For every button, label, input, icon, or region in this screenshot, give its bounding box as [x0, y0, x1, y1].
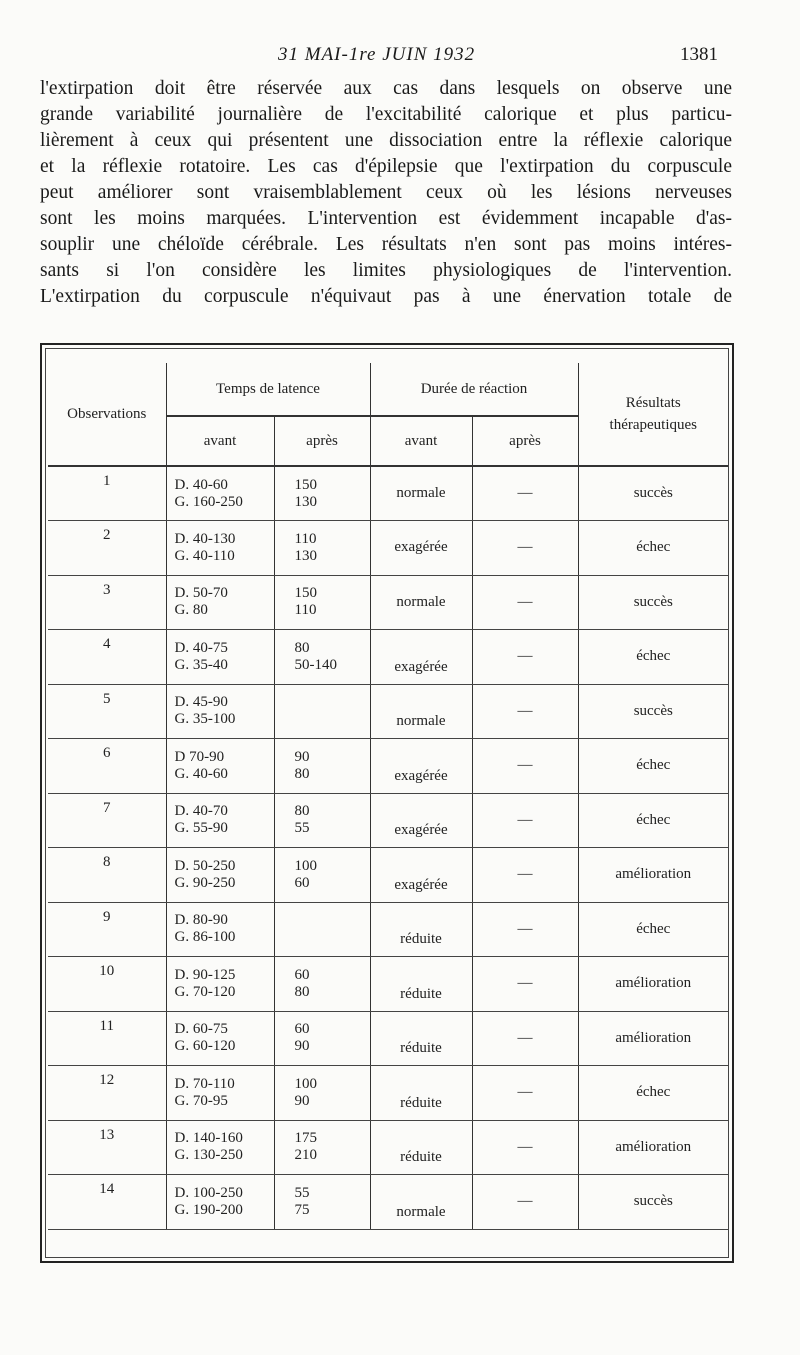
latence-avant-droite: D. 40-60 [174, 476, 228, 493]
observation-number-text: 1 [103, 473, 111, 489]
latence-avant-gauche: G. 86-100 [174, 929, 236, 946]
resultat-text: amélioration [615, 1138, 692, 1155]
resultat-cell [578, 1175, 728, 1230]
observation-number [48, 521, 166, 576]
latence-avant-droite: D. 40-70 [174, 803, 228, 820]
latence-avant-cell [166, 902, 274, 957]
latence-avant-gauche: G. 80 [174, 602, 208, 619]
duree-avant-cell [370, 1175, 472, 1230]
paragraph-line: lièrement à ceux qui présentent une dissociation entre la réflexie calorique [40, 130, 732, 151]
duree-apres-cell [472, 793, 578, 848]
resultat-cell [578, 630, 728, 685]
duree-apres-dash: — [517, 485, 533, 501]
duree-avant-cell [370, 793, 472, 848]
latence-apres-2: 60 [294, 874, 310, 891]
resultat-text: amélioration [615, 1029, 692, 1046]
duree-apres-cell [472, 1120, 578, 1175]
duree-avant-text: exagérée [394, 539, 448, 556]
resultat-cell [578, 739, 728, 794]
paragraph-line: et la réflexie rotatoire. Les cas d'épilepsie que l'extirpation du corpuscule [40, 156, 732, 177]
duree-avant-cell [370, 739, 472, 794]
resultat-cell [578, 684, 728, 739]
table-row [48, 684, 728, 739]
observation-number [48, 793, 166, 848]
observation-number [48, 466, 166, 521]
latence-avant-droite: D. 50-250 [174, 857, 236, 874]
latence-avant-droite: D. 100-250 [174, 1184, 243, 1201]
header-latence-avant: avant [166, 416, 274, 466]
header-temps-latence: Temps de latence [166, 363, 370, 416]
latence-avant-cell [166, 739, 274, 794]
paragraph-line: sants si l'on considère les limites physiologiques de l'intervention. [40, 260, 732, 281]
latence-avant-gauche: G. 190-200 [174, 1201, 243, 1218]
resultat-text: amélioration [615, 866, 692, 883]
duree-avant-cell [370, 575, 472, 630]
duree-apres-dash: — [517, 811, 533, 828]
table-row [48, 848, 728, 903]
latence-avant-droite: D. 40-130 [174, 530, 236, 547]
resultat-cell [578, 902, 728, 957]
latence-apres-2: 50-140 [294, 656, 337, 673]
observation-number-text: 7 [103, 799, 111, 816]
latence-avant-gauche: G. 60-120 [174, 1038, 236, 1055]
latence-avant-cell [166, 684, 274, 739]
latence-apres-2: 90 [294, 1038, 310, 1055]
observation-number-text: 12 [99, 1072, 115, 1088]
duree-apres-dash: — [517, 1138, 533, 1155]
resultat-text: échec [636, 757, 671, 774]
duree-avant-text: normale [396, 593, 446, 610]
duree-apres-dash: — [517, 1029, 533, 1046]
resultat-text: succès [633, 485, 673, 501]
paragraph-line: l'extirpation doit être réservée aux cas dans lesquels on observe une [40, 78, 732, 99]
latence-avant-cell [166, 957, 274, 1012]
duree-apres-dash: — [517, 757, 533, 774]
latence-apres-cell [274, 902, 370, 957]
duree-apres-dash: — [517, 539, 533, 556]
resultat-cell [578, 1066, 728, 1121]
duree-apres-dash: — [517, 1084, 533, 1101]
latence-avant-cell [166, 848, 274, 903]
duree-apres-cell [472, 684, 578, 739]
latence-avant-gauche: G. 70-95 [174, 1092, 228, 1109]
duree-avant-text: réduite [400, 1040, 442, 1056]
paragraph-line: grande variabilité journalière de l'excitabilité calorique et plus particu- [40, 104, 732, 125]
duree-avant-text: normale [396, 713, 446, 729]
latence-avant-droite: D. 40-75 [174, 639, 228, 656]
header-resultats: Résultats thérapeutiques [578, 363, 728, 466]
results-table [48, 363, 728, 1230]
resultat-text: succès [633, 1193, 673, 1210]
latence-avant-cell [166, 630, 274, 685]
resultat-text: amélioration [615, 975, 692, 992]
observation-number [48, 1011, 166, 1066]
latence-apres-cell [274, 466, 370, 521]
paragraph-line: peut améliorer sont vraisemblablement ceux où les lésions nerveuses [40, 182, 732, 203]
latence-apres-cell [274, 1120, 370, 1175]
latence-avant-cell [166, 466, 274, 521]
observation-number-text: 2 [103, 527, 111, 543]
duree-apres-cell [472, 630, 578, 685]
resultat-cell [578, 1120, 728, 1175]
resultat-cell [578, 957, 728, 1012]
latence-avant-cell [166, 1120, 274, 1175]
latence-apres-cell [274, 1011, 370, 1066]
duree-apres-cell [472, 466, 578, 521]
observation-number-text: 8 [103, 854, 111, 870]
latence-avant-gauche: G. 55-90 [174, 820, 228, 837]
duree-apres-cell [472, 848, 578, 903]
duree-apres-dash: — [517, 1193, 533, 1210]
latence-avant-cell [166, 793, 274, 848]
latence-apres-cell [274, 793, 370, 848]
observation-number-text: 11 [99, 1017, 114, 1034]
latence-apres-2: 130 [294, 493, 317, 510]
resultat-text: échec [636, 1084, 671, 1101]
observation-number-text: 6 [103, 745, 111, 761]
latence-avant-droite: D. 140-160 [174, 1130, 243, 1147]
duree-avant-cell [370, 684, 472, 739]
latence-apres-cell [274, 1066, 370, 1121]
latence-apres-2: 130 [294, 547, 317, 564]
latence-apres-1: 175 [294, 1130, 317, 1147]
observation-number [48, 1175, 166, 1230]
resultat-text: échec [636, 920, 671, 937]
latence-apres-cell [274, 684, 370, 739]
duree-apres-dash: — [517, 866, 533, 883]
observation-number [48, 1066, 166, 1121]
duree-apres-cell [472, 1011, 578, 1066]
latence-avant-droite: D. 45-90 [174, 694, 228, 711]
duree-avant-text: exagérée [394, 822, 448, 838]
table-row [48, 466, 728, 521]
running-head: 31 MAI-1re JUIN 1932 [278, 44, 476, 65]
latence-apres-cell [274, 739, 370, 794]
duree-apres-cell [472, 575, 578, 630]
observation-number-text: 10 [99, 963, 115, 979]
duree-avant-text: exagérée [394, 767, 448, 784]
duree-avant-text: exagérée [394, 876, 448, 893]
duree-avant-text: réduite [400, 1149, 442, 1165]
latence-apres-cell [274, 1175, 370, 1230]
observation-number [48, 848, 166, 903]
observation-number-text: 5 [103, 690, 111, 707]
table-row [48, 957, 728, 1012]
latence-apres-1: 100 [294, 1075, 317, 1092]
paragraph-line: sont les moins marquées. L'intervention est évidemment incapable d'as- [40, 208, 732, 229]
observation-number [48, 1120, 166, 1175]
observation-number [48, 739, 166, 794]
latence-avant-droite: D. 90-125 [174, 966, 236, 983]
latence-avant-droite: D 70-90 [174, 748, 225, 765]
duree-avant-cell [370, 521, 472, 576]
latence-apres-2: 110 [294, 602, 317, 619]
latence-avant-gauche: G. 40-110 [174, 547, 235, 564]
duree-avant-cell [370, 630, 472, 685]
resultat-text: succès [633, 702, 673, 719]
observation-number [48, 957, 166, 1012]
latence-apres-cell [274, 957, 370, 1012]
table-row [48, 793, 728, 848]
latence-avant-cell [166, 575, 274, 630]
observation-number-text: 9 [103, 908, 111, 925]
latence-apres-2: 210 [294, 1147, 317, 1164]
duree-avant-text: exagérée [394, 658, 448, 675]
latence-apres-1: 55 [294, 1184, 310, 1201]
duree-avant-cell [370, 957, 472, 1012]
latence-apres-2: 80 [294, 765, 310, 782]
latence-avant-droite: D. 50-70 [174, 585, 228, 602]
results-table-frame [40, 343, 734, 1263]
resultat-cell [578, 793, 728, 848]
latence-apres-1: 60 [294, 966, 310, 983]
latence-apres-1: 80 [294, 803, 310, 820]
duree-avant-cell [370, 466, 472, 521]
latence-avant-cell [166, 1175, 274, 1230]
latence-apres-2: 80 [294, 983, 310, 1000]
latence-avant-gauche: G. 130-250 [174, 1147, 243, 1164]
body-paragraph [40, 76, 732, 310]
header-latence-apres: après [274, 416, 370, 466]
latence-avant-gauche: G. 70-120 [174, 983, 236, 1000]
header-duree-apres: après [472, 416, 578, 466]
latence-avant-cell [166, 1011, 274, 1066]
duree-avant-cell [370, 1120, 472, 1175]
resultat-cell [578, 466, 728, 521]
resultat-cell [578, 1011, 728, 1066]
table-row [48, 1011, 728, 1066]
latence-apres-1: 60 [294, 1021, 310, 1038]
duree-apres-cell [472, 521, 578, 576]
duree-avant-text: réduite [400, 1094, 442, 1111]
resultat-cell [578, 848, 728, 903]
duree-avant-cell [370, 902, 472, 957]
duree-apres-cell [472, 739, 578, 794]
paragraph-line: souplir une chéloïde cérébrale. Les résultats n'en sont pas moins intéres- [40, 234, 732, 255]
resultat-text: échec [636, 648, 671, 665]
latence-apres-1: 100 [294, 857, 317, 874]
resultat-cell [578, 521, 728, 576]
duree-apres-dash: — [517, 648, 533, 665]
latence-apres-1: 110 [294, 530, 317, 547]
resultat-text: succès [633, 593, 673, 610]
latence-avant-cell [166, 1066, 274, 1121]
table-row [48, 739, 728, 794]
header-observations: Observations [48, 363, 166, 466]
observation-number-text: 14 [99, 1181, 115, 1197]
latence-avant-cell [166, 521, 274, 576]
table-row [48, 1175, 728, 1230]
latence-apres-cell [274, 630, 370, 685]
observation-number-text: 4 [103, 636, 111, 652]
duree-avant-text: normale [396, 1203, 446, 1220]
table-row [48, 902, 728, 957]
observation-number [48, 575, 166, 630]
page-number: 1381 [680, 44, 718, 65]
latence-apres-1: 150 [294, 585, 317, 602]
duree-avant-cell [370, 848, 472, 903]
latence-avant-gauche: G. 40-60 [174, 765, 228, 782]
header-duree-avant: avant [370, 416, 472, 466]
table-row [48, 1120, 728, 1175]
table-row [48, 575, 728, 630]
latence-apres-cell [274, 575, 370, 630]
duree-apres-cell [472, 1066, 578, 1121]
duree-apres-dash: — [517, 975, 533, 992]
resultat-cell [578, 575, 728, 630]
latence-apres-1: 80 [294, 639, 310, 656]
latence-avant-droite: D. 70-110 [174, 1075, 235, 1092]
paragraph-line: L'extirpation du corpuscule n'équivaut pas à une énervation totale de [40, 286, 732, 307]
latence-avant-droite: D. 60-75 [174, 1021, 228, 1038]
table-row [48, 521, 728, 576]
duree-avant-text: réduite [400, 985, 442, 1002]
latence-apres-2: 75 [294, 1201, 310, 1218]
duree-apres-cell [472, 957, 578, 1012]
latence-avant-gauche: G. 90-250 [174, 874, 236, 891]
latence-avant-gauche: G. 35-40 [174, 656, 228, 673]
duree-apres-cell [472, 902, 578, 957]
latence-apres-cell [274, 848, 370, 903]
observation-number-text: 3 [103, 581, 111, 598]
latence-apres-1: 90 [294, 748, 310, 765]
duree-apres-dash: — [517, 702, 533, 719]
page-header [0, 40, 800, 70]
duree-avant-cell [370, 1011, 472, 1066]
duree-avant-text: réduite [400, 931, 442, 947]
resultat-text: échec [636, 811, 671, 828]
duree-apres-dash: — [517, 920, 533, 937]
resultat-text: échec [636, 539, 671, 556]
duree-apres-cell [472, 1175, 578, 1230]
duree-apres-dash: — [517, 593, 533, 610]
table-row [48, 630, 728, 685]
latence-apres-cell [274, 521, 370, 576]
table-row [48, 1066, 728, 1121]
duree-avant-text: normale [396, 485, 446, 501]
header-duree-reaction: Durée de réaction [370, 363, 578, 416]
latence-avant-gauche: G. 35-100 [174, 711, 236, 728]
observation-number-text: 13 [99, 1126, 115, 1143]
observation-number [48, 630, 166, 685]
observation-number [48, 684, 166, 739]
latence-avant-droite: D. 80-90 [174, 912, 228, 929]
latence-avant-gauche: G. 160-250 [174, 493, 243, 510]
latence-apres-2: 90 [294, 1092, 310, 1109]
latence-apres-2: 55 [294, 820, 310, 837]
latence-apres-1: 150 [294, 476, 317, 493]
duree-avant-cell [370, 1066, 472, 1121]
observation-number [48, 902, 166, 957]
